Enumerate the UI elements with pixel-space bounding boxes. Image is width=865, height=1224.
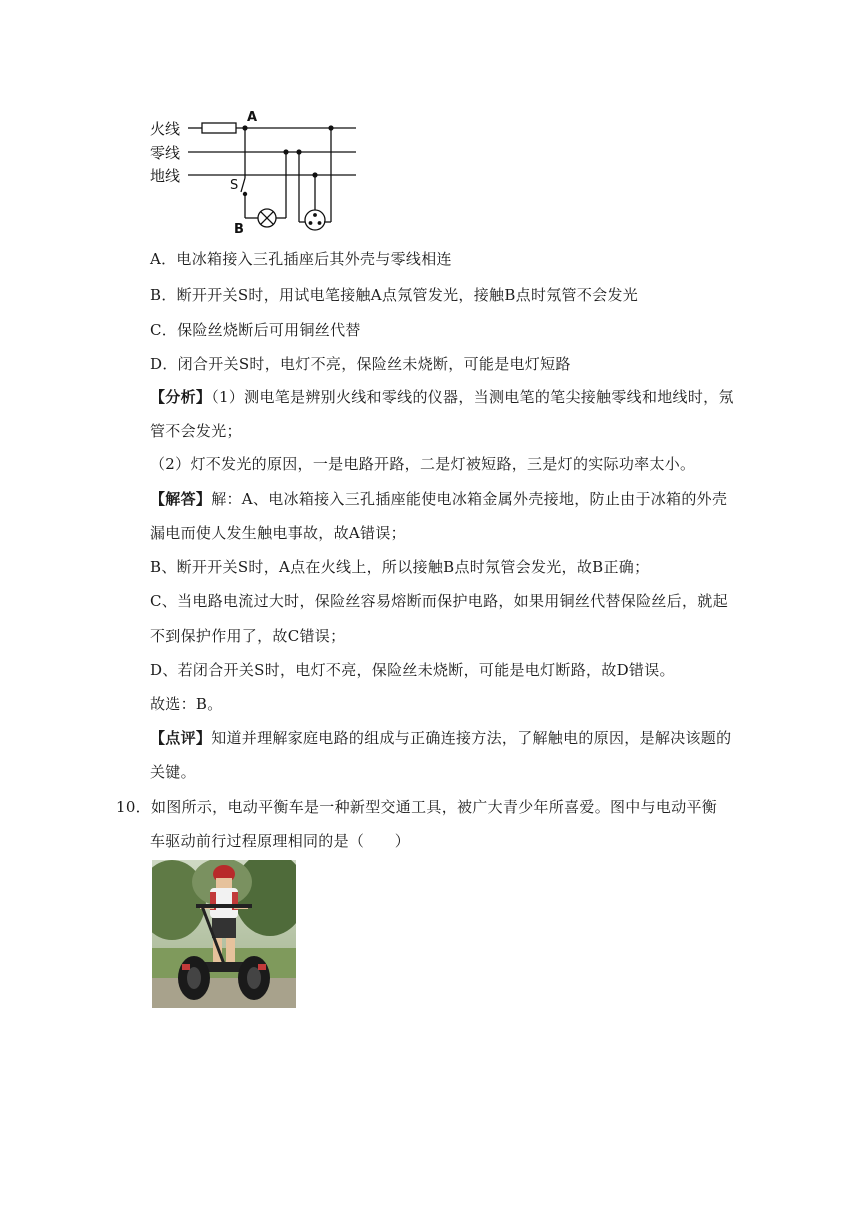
label-live-wire: 火线 xyxy=(150,120,181,138)
answer-line-7: 故选：B。 xyxy=(150,695,223,713)
label-ground-wire: 地线 xyxy=(150,167,181,185)
analysis-line-3: （2）灯不发光的原因，一是电路开路，二是灯被短路，三是灯的实际功率太小。 xyxy=(150,455,696,473)
label-switch-s: S xyxy=(230,178,239,193)
fuse xyxy=(202,123,236,133)
three-pin-socket xyxy=(305,210,325,230)
answer-line-4: C、当电路电流过大时，保险丝容易熔断而保护电路，如果用铜丝代替保险丝后，就起 xyxy=(150,592,728,610)
option-c: C．保险丝烧断后可用铜丝代替 xyxy=(150,321,361,339)
comment-tag: 【点评】 xyxy=(150,729,212,747)
balance-scooter-photo xyxy=(152,860,296,1008)
switch-s xyxy=(241,178,245,192)
analysis-text-1: （1）测电笔是辨别火线和零线的仪器，当测电笔的笔尖接触零线和地线时，氖 xyxy=(211,388,734,406)
label-point-a: A xyxy=(247,110,258,125)
option-a: A．电冰箱接入三孔插座后其外壳与零线相连 xyxy=(150,250,452,268)
label-neutral-wire: 零线 xyxy=(150,144,181,162)
answer-tag: 【解答】 xyxy=(150,490,212,508)
answer-line-2: 漏电而使人发生触电事故，故A错误； xyxy=(150,524,406,542)
label-point-b: B xyxy=(234,222,244,237)
question-10-line-2: 车驱动前行过程原理相同的是（ ） xyxy=(150,832,411,850)
circuit-diagram xyxy=(148,106,363,238)
answer-line-1 xyxy=(150,488,727,509)
analysis-line-1 xyxy=(150,386,734,407)
analysis-line-2: 管不会发光； xyxy=(150,422,242,440)
comment-text-1: 知道并理解家庭电路的组成与正确连接方法，了解触电的原因，是解决该题的 xyxy=(211,729,732,747)
analysis-tag: 【分析】 xyxy=(150,388,212,406)
answer-text-1: 解：A、电冰箱接入三孔插座能使电冰箱金属外壳接地，防止由于冰箱的外壳 xyxy=(211,490,728,508)
comment-line-2: 关键。 xyxy=(150,763,196,781)
answer-line-3: B、断开开关S时，A点在火线上，所以接触B点时氖管会发光，故B正确； xyxy=(150,558,650,576)
option-b: B．断开开关S时，用试电笔接触A点氖管发光，接触B点时氖管不会发光 xyxy=(150,286,639,304)
answer-line-6: D、若闭合开关S时，电灯不亮，保险丝未烧断，可能是电灯断路，故D错误。 xyxy=(150,661,675,679)
question-10-line-1: 10．如图所示，电动平衡车是一种新型交通工具，被广大青少年所喜爱。图中与电动平衡 xyxy=(116,798,718,816)
answer-line-5: 不到保护作用了，故C错误； xyxy=(150,627,346,645)
option-d: D．闭合开关S时，电灯不亮，保险丝未烧断，可能是电灯短路 xyxy=(150,355,571,373)
comment-line-1 xyxy=(150,727,731,748)
